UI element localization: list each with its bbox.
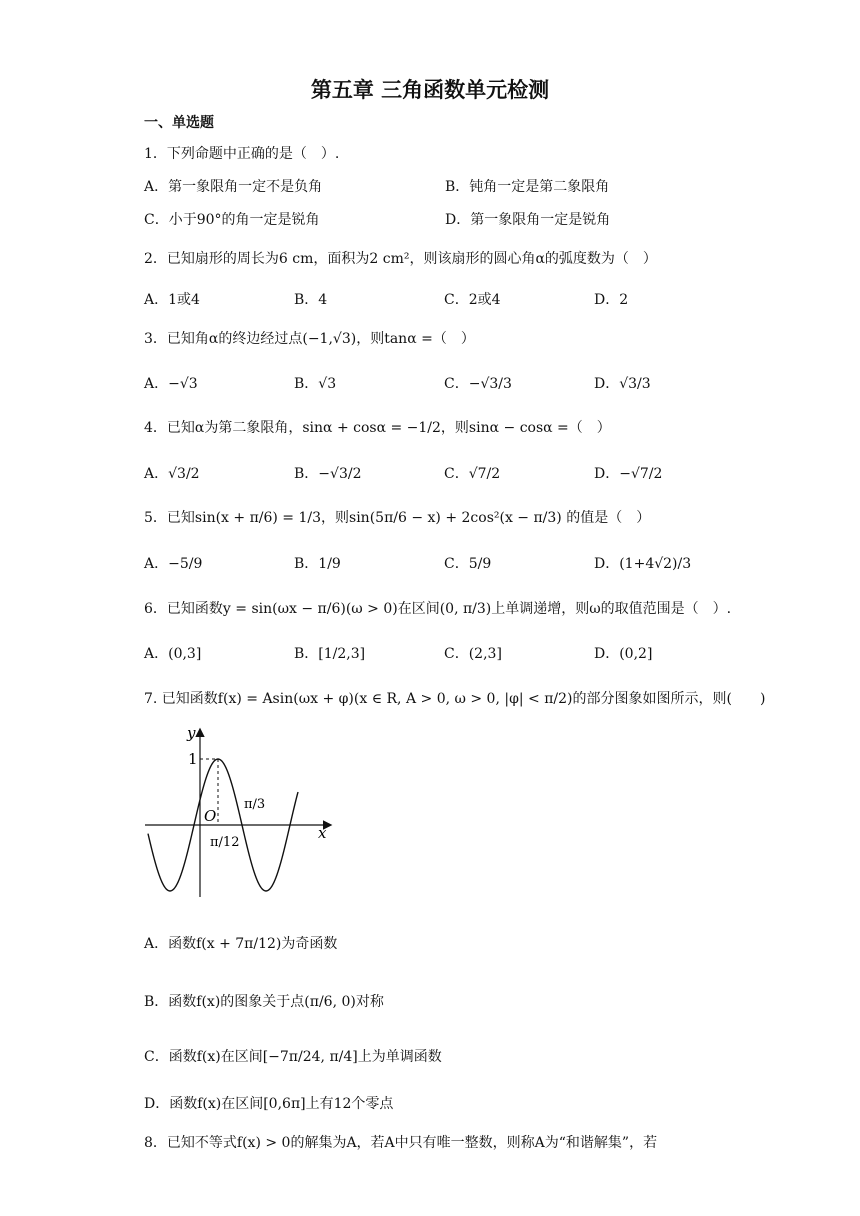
- question-1-stem: 1．下列命题中正确的是（ ）.: [144, 146, 340, 162]
- peak-value-label: 1: [188, 750, 198, 768]
- question-3-option-a: A．−√3: [144, 376, 198, 392]
- question-1-option-b: B．钝角一定是第二象限角: [445, 179, 610, 195]
- section-heading: 一、单选题: [144, 115, 214, 131]
- question-6-option-a: A．(0,3]: [144, 646, 202, 662]
- question-2-stem: 2．已知扇形的周长为6 cm，面积为2 cm²，则该扇形的圆心角α的弧度数为（ ）: [144, 251, 657, 267]
- question-6-option-b: B．[1/2,3]: [294, 646, 366, 662]
- question-1-option-c: C．小于90°的角一定是锐角: [144, 212, 320, 228]
- question-3-stem: 3．已知角α的终边经过点(−1,√3)，则tanα =（ ）: [144, 331, 475, 347]
- question-5-option-d: D．(1+4√2)/3: [594, 556, 692, 572]
- question-6-option-c: C．(2,3]: [444, 646, 502, 662]
- question-5-stem: 5．已知sin(x + π/6) = 1/3，则sin(5π/6 − x) + 2cos²(x − π/3) 的值是（ ）: [144, 510, 651, 526]
- question-7-stem: 7. 已知函数f(x) = Asin(ωx + φ)(x ∈ R, A > 0, ω > 0, |φ| < π/2)的部分图象如图所示，则( ): [144, 691, 766, 707]
- origin-label: O: [204, 807, 217, 825]
- question-2-option-b: B．4: [294, 292, 328, 308]
- question-2-option-a: A．1或4: [144, 292, 200, 308]
- question-5-option-a: A．−5/9: [144, 556, 203, 572]
- question-2-option-c: C．2或4: [444, 292, 501, 308]
- question-3-option-c: C．−√3/3: [444, 376, 512, 392]
- x-tick-pi-12: π/12: [210, 835, 240, 850]
- question-4-option-b: B．−√3/2: [294, 466, 362, 482]
- question-4-option-c: C．√7/2: [444, 466, 501, 482]
- question-3-option-d: D．√3/3: [594, 376, 651, 392]
- page-title: 第五章 三角函数单元检测: [310, 78, 550, 102]
- question-1-option-a: A．第一象限角一定不是负角: [144, 179, 323, 195]
- y-axis-label: y: [187, 724, 196, 742]
- x-axis-label: x: [318, 824, 327, 842]
- sine-graph: [140, 722, 340, 902]
- question-6-option-d: D．(0,2]: [594, 646, 653, 662]
- x-tick-pi-3: π/3: [244, 797, 266, 812]
- question-7-option-c: C．函数f(x)在区间[−7π/24, π/4]上为单调函数: [144, 1049, 442, 1065]
- question-5-option-c: C．5/9: [444, 556, 492, 572]
- question-4-stem: 4．已知α为第二象限角，sinα + cosα = −1/2，则sinα − cosα =（ ）: [144, 420, 611, 436]
- question-2-option-d: D．2: [594, 292, 629, 308]
- question-1-option-d: D．第一象限角一定是锐角: [445, 212, 611, 228]
- question-7-option-b: B．函数f(x)的图象关于点(π/6, 0)对称: [144, 994, 384, 1010]
- question-7-option-a: A．函数f(x + 7π/12)为奇函数: [144, 936, 338, 952]
- question-4-option-a: A．√3/2: [144, 466, 200, 482]
- question-7-option-d: D．函数f(x)在区间[0,6π]上有12个零点: [144, 1096, 394, 1112]
- question-6-stem: 6．已知函数y = sin(ωx − π/6)(ω > 0)在区间(0, π/3)上单调递增，则ω的取值范围是（ ）.: [144, 601, 732, 617]
- question-8-stem: 8．已知不等式f(x) > 0的解集为A，若A中只有唯一整数，则称A为“和谐解集”，若: [144, 1135, 658, 1151]
- question-5-option-b: B．1/9: [294, 556, 341, 572]
- question-3-option-b: B．√3: [294, 376, 337, 392]
- question-4-option-d: D．−√7/2: [594, 466, 663, 482]
